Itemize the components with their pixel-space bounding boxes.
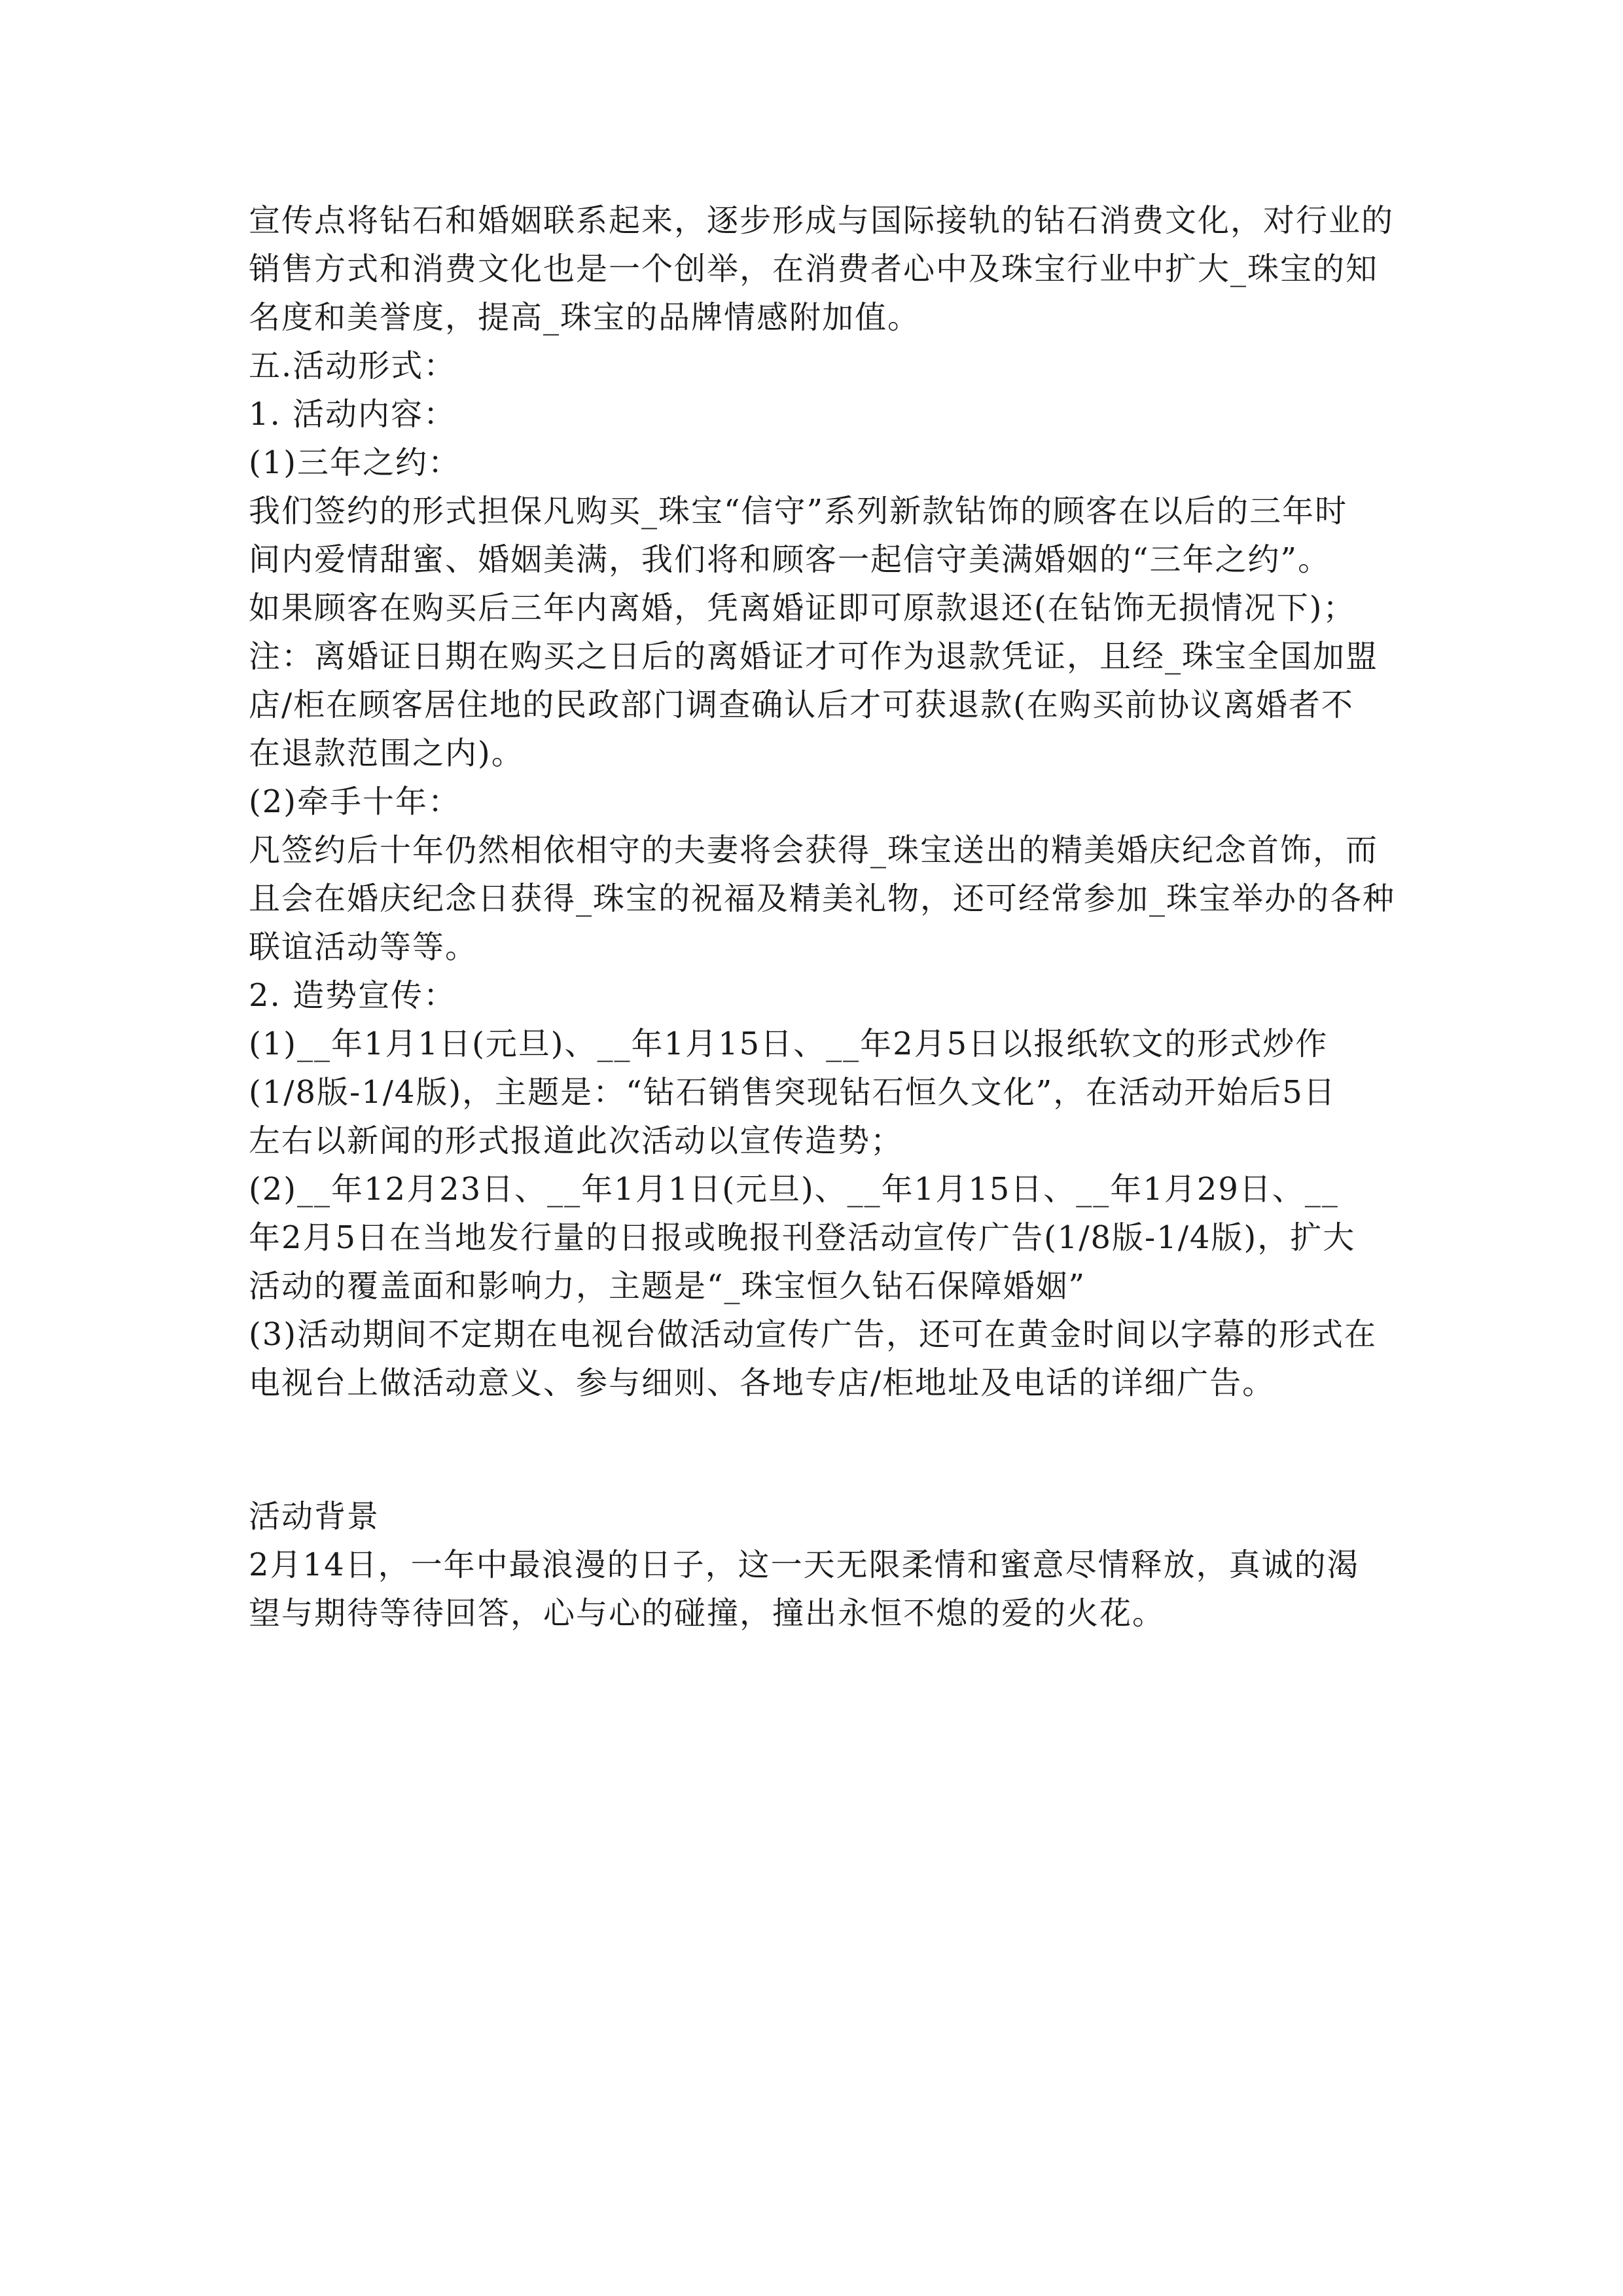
section-gap [249,1407,1387,1492]
subsection-heading: 2. 造势宣传： [249,977,457,1014]
paragraph-line: (3)活动期间不定期在电视台做活动宣传广告，还可在黄金时间以字幕的形式在 [249,1316,1377,1353]
paragraph-line: 销售方式和消费文化也是一个创举，在消费者心中及珠宝行业中扩大_珠宝的知 [249,251,1379,287]
paragraph-line: 间内爱情甜蜜、婚姻美满，我们将和顾客一起信守美满婚姻的“三年之约”。 [249,541,1331,578]
paragraph-line: (2)__年12月23日、__年1月1日(元旦)、__年1月15日、__年1月29日、__ [249,1171,1339,1208]
item-heading: (1)三年之约： [249,444,461,481]
paragraph-line: 注：离婚证日期在购买之日后的离婚证才可作为退款凭证，且经_珠宝全国加盟 [249,638,1379,675]
paragraph-line: 联谊活动等等。 [249,929,478,965]
section-heading: 活动背景 [249,1498,380,1535]
paragraph-line: 左右以新闻的形式报道此次活动以宣传造势； [249,1122,904,1159]
document-body [249,196,1396,1638]
paragraph-line: 店/柜在顾客居住地的民政部门调查确认后才可获退款(在购买前协议离婚者不 [249,687,1354,723]
paragraph-line: 宣传点将钻石和婚姻联系起来，逐步形成与国际接轨的钻石消费文化，对行业的 [249,202,1395,239]
section-heading: 五.活动形式： [249,348,457,384]
paragraph-line: (1/8版-1/4版)，主题是：“钻石销售突现钻石恒久文化”，在活动开始后5日 [249,1074,1336,1111]
paragraph-line: 2月14日，一年中最浪漫的日子，这一天无限柔情和蜜意尽情释放，真诚的渴 [249,1547,1360,1583]
paragraph-line: 电视台上做活动意义、参与细则、各地专店/柜地址及电话的详细广告。 [249,1365,1275,1401]
paragraph-line: (1)__年1月1日(元旦)、__年1月15日、__年2月5日以报纸软文的形式炒作 [249,1026,1329,1062]
paragraph-line: 如果顾客在购买后三年内离婚，凭离婚证即可原款退还(在钻饰无损情况下)； [249,590,1356,626]
paragraph-line: 且会在婚庆纪念日获得_珠宝的祝福及精美礼物，还可经常参加_珠宝举办的各种 [249,880,1396,917]
paragraph-line: 活动的覆盖面和影响力，主题是“_珠宝恒久钻石保障婚姻” [249,1268,1086,1304]
paragraph-line: 凡签约后十年仍然相依相守的夫妻将会获得_珠宝送出的精美婚庆纪念首饰，而 [249,832,1379,869]
paragraph-line: 名度和美誉度，提高_珠宝的品牌情感附加值。 [249,299,921,336]
subsection-heading: 1. 活动内容： [249,396,457,433]
paragraph-line: 在退款范围之内)。 [249,735,524,772]
paragraph-line: 我们签约的形式担保凡购买_珠宝“信守”系列新款钻饰的顾客在以后的三年时 [249,493,1348,529]
paragraph-line: 年2月5日在当地发行量的日报或晚报刊登活动宣传广告(1/8版-1/4版)，扩大 [249,1219,1356,1256]
paragraph-line: 望与期待等待回答，心与心的碰撞，撞出永恒不熄的爱的火花。 [249,1595,1166,1632]
item-heading: (2)牵手十年： [249,783,461,820]
